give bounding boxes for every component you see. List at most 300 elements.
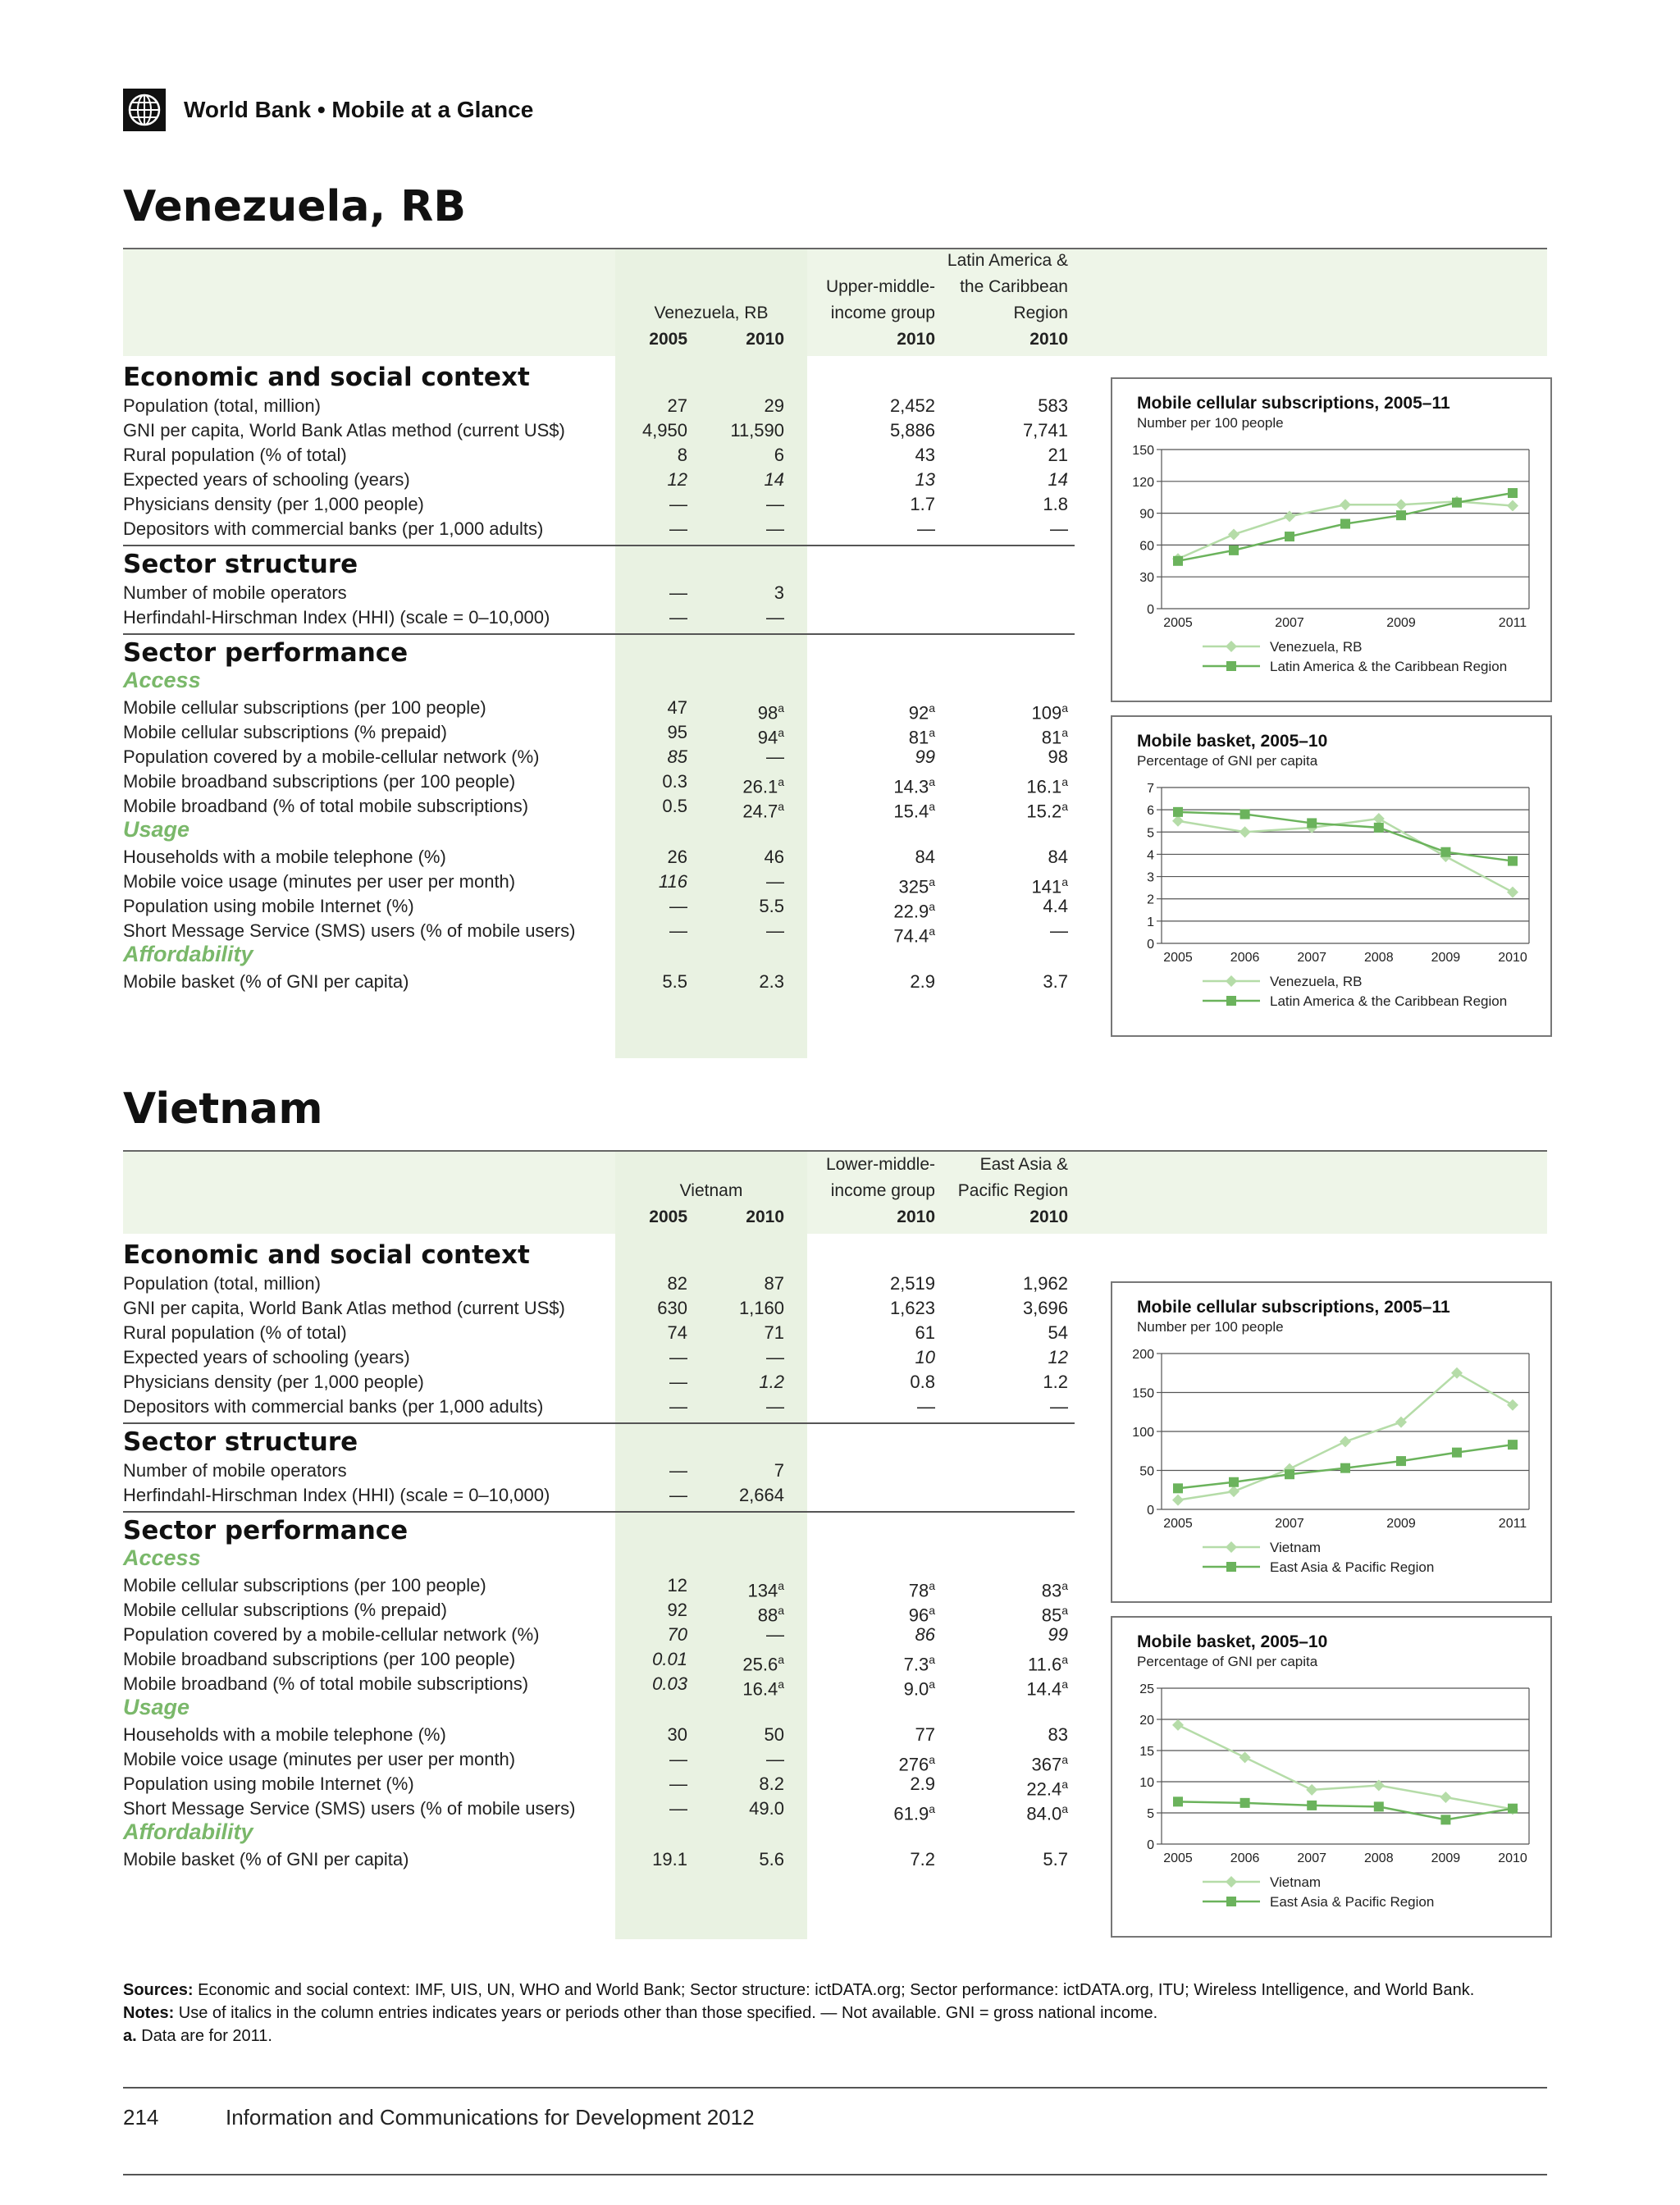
table-row	[123, 845, 1075, 870]
value-cell: 14.4$^a$	[1026, 1678, 1068, 1700]
value-cell: —	[766, 518, 784, 539]
value-cell: 77	[915, 1724, 935, 1745]
value-cell: 3	[774, 582, 784, 603]
footnote-marker: a	[778, 775, 784, 788]
data-point-square	[1307, 818, 1317, 828]
indicator-label: Households with a mobile telephone (%)	[123, 847, 446, 867]
table-row	[123, 1296, 1075, 1321]
footnote-marker: a	[929, 1579, 935, 1592]
data-point-square	[1452, 1448, 1462, 1458]
value-cell: 14	[1048, 469, 1068, 490]
y-tick-label: 0	[1147, 1504, 1154, 1518]
value-cell: —	[669, 1372, 687, 1392]
indicator-label: Mobile basket (% of GNI per capita)	[123, 971, 409, 992]
value-cell: 88$^a$	[757, 1604, 784, 1626]
value-cell: 30	[667, 1724, 687, 1745]
chart-title: Mobile basket, 2005–10	[1137, 732, 1328, 751]
indicator-label: Population covered by a mobile-cellular network (%)	[123, 1624, 540, 1645]
indicator-label: Number of mobile operators	[123, 1460, 347, 1481]
data-point-square	[1508, 1440, 1518, 1449]
footnote-marker: a	[778, 1579, 784, 1592]
x-tick-label: 2009	[1431, 951, 1461, 965]
indicator-label: Physicians density (per 1,000 people)	[123, 1372, 424, 1392]
value-cell: 43	[915, 445, 935, 465]
value-cell: 22.9$^a$	[893, 900, 935, 922]
value-cell: —	[669, 1396, 687, 1417]
value-cell: —	[669, 582, 687, 603]
indicator-label: Population using mobile Internet (%)	[123, 1774, 414, 1794]
indicator-label: Mobile broadband (% of total mobile subscriptions)	[123, 1673, 529, 1694]
footnote-marker: a	[929, 1753, 935, 1766]
data-point-square	[1374, 1801, 1384, 1811]
value-cell: 1,160	[738, 1298, 784, 1318]
series-line	[1178, 1801, 1513, 1819]
value-cell: 134$^a$	[747, 1579, 784, 1601]
chart-subtitle: Number per 100 people	[1137, 415, 1284, 431]
value-cell: —	[669, 494, 687, 514]
x-tick-label: 2007	[1297, 951, 1326, 965]
section-title: Economic and social context	[123, 363, 530, 392]
value-cell: —	[766, 494, 784, 514]
x-tick-label: 2006	[1230, 951, 1260, 965]
indicator-label: Herfindahl-Hirschman Index (HHI) (scale = 0–10,000)	[123, 1485, 550, 1505]
income-group-header-label: Upper-middle-	[825, 277, 935, 296]
value-cell: 1,623	[889, 1298, 935, 1318]
table-row	[123, 745, 1075, 769]
data-point-diamond	[1395, 499, 1407, 510]
income-group-header-year: 2010	[897, 330, 935, 349]
indicator-label: Households with a mobile telephone (%)	[123, 1724, 446, 1745]
value-cell: 3.7	[1043, 971, 1068, 992]
x-tick-label: 2005	[1163, 616, 1193, 630]
value-cell: 99	[915, 746, 935, 767]
value-cell: 1,962	[1022, 1273, 1068, 1294]
table-row	[123, 1672, 1075, 1700]
value-cell: 583	[1038, 395, 1068, 416]
indicator-label: Population (total, million)	[123, 395, 321, 416]
value-cell: 5.6	[759, 1849, 784, 1869]
section-title: Sector performance	[123, 638, 409, 668]
value-cell: 96$^a$	[908, 1604, 935, 1626]
value-cell: 1.2	[759, 1372, 784, 1392]
value-cell: 2,452	[889, 395, 935, 416]
footnote-marker: a	[1061, 701, 1068, 714]
value-cell: —	[669, 1749, 687, 1769]
table-row	[123, 870, 1075, 897]
legend-marker-diamond	[1226, 1876, 1237, 1888]
footnote-marker: a	[929, 800, 935, 813]
table-row	[123, 894, 1075, 922]
data-point-square	[1440, 1815, 1450, 1824]
region-header-label: the Caribbean	[960, 277, 1068, 296]
value-cell: 0.01	[652, 1649, 687, 1669]
value-cell: 6	[774, 445, 784, 465]
y-tick-label: 0	[1147, 603, 1154, 617]
value-cell: 0.5	[662, 796, 687, 816]
year-header-2010: 2010	[746, 1208, 784, 1226]
footnote-marker: a	[1061, 875, 1068, 888]
country-title: Venezuela, RB	[123, 182, 466, 231]
y-tick-label: 5	[1147, 826, 1154, 841]
value-cell: —	[766, 1347, 784, 1367]
x-tick-label: 2007	[1275, 1517, 1304, 1531]
legend-marker-diamond	[1226, 641, 1237, 652]
value-cell: 11.6$^a$	[1028, 1653, 1068, 1675]
footnote-marker: a	[1061, 1653, 1068, 1666]
data-point-diamond	[1284, 510, 1295, 522]
data-point-square	[1396, 1456, 1406, 1466]
data-point-square	[1508, 488, 1518, 498]
value-cell: 84.0$^a$	[1026, 1802, 1068, 1824]
table-row	[123, 1345, 1075, 1370]
value-cell: 4.4	[1043, 896, 1068, 916]
data-point-square	[1440, 847, 1450, 857]
data-point-square	[1173, 1483, 1183, 1493]
value-cell: 2.3	[759, 971, 784, 992]
value-cell: 74.4$^a$	[893, 924, 935, 947]
y-tick-label: 3	[1147, 870, 1154, 885]
x-tick-label: 2005	[1163, 1851, 1193, 1865]
value-cell: 54	[1048, 1322, 1068, 1343]
y-tick-label: 7	[1147, 782, 1154, 796]
legend-label: Vietnam	[1270, 1540, 1322, 1555]
region-header-label: Region	[1013, 304, 1068, 322]
legend-label: Venezuela, RB	[1270, 639, 1363, 655]
value-cell: 116	[658, 871, 687, 892]
indicator-label: Short Message Service (SMS) users (% of mobile users)	[123, 1798, 576, 1819]
indicator-label: Depositors with commercial banks (per 1,000 adults)	[123, 518, 544, 539]
value-cell: 85	[667, 746, 687, 767]
year-header-2005: 2005	[649, 1208, 687, 1226]
y-tick-label: 30	[1139, 571, 1154, 586]
value-cell: 13	[915, 469, 935, 490]
data-point-square	[1340, 1463, 1350, 1473]
table-row	[123, 1847, 1075, 1872]
value-cell: —	[669, 1460, 687, 1481]
table-row	[123, 1598, 1075, 1626]
table-row	[123, 1573, 1075, 1601]
footnote-marker: a	[929, 1802, 935, 1815]
value-cell: 26	[667, 847, 687, 867]
value-cell: 3,696	[1022, 1298, 1068, 1318]
footnote-marker: a	[1061, 1678, 1068, 1691]
footnote-marker: a	[1061, 1802, 1068, 1815]
section-divider	[123, 545, 1075, 546]
table-row	[123, 720, 1075, 748]
data-point-diamond	[1507, 887, 1518, 898]
region-header-year: 2010	[1029, 1208, 1068, 1226]
value-cell: 84	[1048, 847, 1068, 867]
x-tick-label: 2011	[1498, 1517, 1527, 1531]
value-cell: 50	[764, 1724, 784, 1745]
value-cell: 81$^a$	[908, 726, 935, 748]
indicator-label: Expected years of schooling (years)	[123, 1347, 410, 1367]
header-title: World Bank • Mobile at a Glance	[184, 97, 534, 122]
data-point-square	[1285, 1469, 1294, 1479]
series-line	[1178, 812, 1513, 861]
section-title: Economic and social context	[123, 1240, 530, 1270]
footnote-marker: a	[1061, 1753, 1068, 1766]
table-row	[123, 443, 1075, 468]
table-row	[123, 970, 1075, 994]
data-point-diamond	[1239, 1751, 1251, 1763]
value-cell: 74	[667, 1322, 687, 1343]
indicator-label: Population using mobile Internet (%)	[123, 896, 414, 916]
value-cell: 2,519	[889, 1273, 935, 1294]
x-tick-label: 2008	[1364, 1851, 1394, 1865]
data-point-diamond	[1172, 1719, 1184, 1731]
indicator-label: Rural population (% of total)	[123, 445, 347, 465]
y-tick-label: 1	[1147, 915, 1154, 929]
income-group-header-label: income group	[830, 304, 935, 322]
region-header-label: Latin America &	[947, 251, 1068, 270]
value-cell: —	[917, 518, 935, 539]
income-group-header-label: Lower-middle-	[825, 1155, 935, 1174]
data-point-square	[1240, 1798, 1250, 1808]
data-point-square	[1452, 498, 1462, 508]
legend-marker-square	[1226, 661, 1236, 671]
subsection-title: Usage	[123, 1695, 190, 1719]
value-cell: 8	[677, 445, 687, 465]
value-cell: —	[766, 746, 784, 767]
page-footer	[123, 2105, 755, 2130]
chart-canvas	[1112, 379, 1554, 704]
value-cell: 11,590	[730, 420, 784, 441]
indicator-label: Rural population (% of total)	[123, 1322, 347, 1343]
section-divider	[123, 1422, 1075, 1424]
value-cell: 5.7	[1043, 1849, 1068, 1869]
value-cell: —	[669, 920, 687, 941]
country-column-highlight	[615, 1152, 807, 1939]
region-header-year: 2010	[1029, 330, 1068, 349]
chart-mobile-subscriptions	[1111, 377, 1552, 702]
footnote-marker: a	[1061, 1604, 1068, 1617]
page-header	[123, 89, 533, 131]
value-cell: 2.9	[910, 1774, 935, 1794]
x-tick-label: 2009	[1386, 616, 1416, 630]
data-point-diamond	[1228, 1486, 1239, 1497]
value-cell: 7.3$^a$	[903, 1653, 935, 1675]
y-tick-label: 6	[1147, 804, 1154, 819]
table-row	[123, 769, 1075, 797]
footnote-marker: a	[929, 1678, 935, 1691]
legend-label: East Asia & Pacific Region	[1270, 1894, 1435, 1910]
value-cell: 47	[667, 697, 687, 718]
value-cell: 14	[764, 469, 784, 490]
value-cell: 141$^a$	[1031, 875, 1068, 897]
x-tick-label: 2009	[1431, 1851, 1461, 1865]
indicator-label: Mobile broadband (% of total mobile subscriptions)	[123, 796, 529, 816]
data-point-square	[1229, 1477, 1239, 1487]
data-point-square	[1173, 556, 1183, 566]
table-row	[123, 1747, 1075, 1775]
value-cell: 19.1	[652, 1849, 687, 1869]
x-tick-label: 2008	[1364, 951, 1394, 965]
region-header-label: East Asia &	[979, 1155, 1068, 1174]
chart-subtitle: Percentage of GNI per capita	[1137, 753, 1318, 769]
footnote-marker: a	[778, 701, 784, 714]
data-point-square	[1374, 823, 1384, 833]
value-cell: —	[669, 518, 687, 539]
value-cell: 0.8	[910, 1372, 935, 1392]
y-tick-label: 120	[1132, 475, 1154, 490]
y-tick-label: 2	[1147, 892, 1154, 907]
section-divider	[123, 1511, 1075, 1513]
chart-mobile-subscriptions	[1111, 1281, 1552, 1603]
x-tick-label: 2010	[1498, 951, 1527, 965]
table-row	[123, 418, 1075, 443]
value-cell: 12	[667, 469, 687, 490]
table-row	[123, 794, 1075, 822]
value-cell: 25.6$^a$	[742, 1653, 784, 1675]
value-cell: 7	[774, 1460, 784, 1481]
data-point-square	[1285, 532, 1294, 541]
data-point-square	[1240, 810, 1250, 819]
year-header-2005: 2005	[649, 330, 687, 349]
indicator-label: Mobile voice usage (minutes per user per month)	[123, 1749, 516, 1769]
legend-label: Vietnam	[1270, 1874, 1322, 1890]
chart-title: Mobile cellular subscriptions, 2005–11	[1137, 1298, 1450, 1317]
legend-marker-square	[1226, 996, 1236, 1006]
footnote-marker: a	[778, 1678, 784, 1691]
indicator-label: Mobile voice usage (minutes per user per month)	[123, 871, 516, 892]
value-cell: 71	[764, 1322, 784, 1343]
value-cell: —	[1050, 518, 1068, 539]
table-row	[123, 696, 1075, 724]
data-point-square	[1307, 1801, 1317, 1810]
value-cell: 61.9$^a$	[893, 1802, 935, 1824]
value-cell: —	[669, 1347, 687, 1367]
value-cell: 82	[667, 1273, 687, 1294]
footnote-marker: a	[929, 875, 935, 888]
indicator-label: GNI per capita, World Bank Atlas method (current US$)	[123, 420, 565, 441]
x-tick-label: 2005	[1163, 951, 1193, 965]
value-cell: 98	[1048, 746, 1068, 767]
publication-title: Information and Communications for Development 2012	[226, 2105, 755, 2130]
indicator-label: Expected years of schooling (years)	[123, 469, 410, 490]
value-cell: 94$^a$	[757, 726, 784, 748]
value-cell: —	[669, 896, 687, 916]
y-tick-label: 20	[1139, 1714, 1154, 1728]
value-cell: 83	[1048, 1724, 1068, 1745]
value-cell: 27	[667, 395, 687, 416]
value-cell: 24.7$^a$	[742, 800, 784, 822]
table-row	[123, 468, 1075, 492]
table-row	[123, 605, 1075, 630]
footnote-marker: a	[1061, 726, 1068, 739]
table-row	[123, 492, 1075, 517]
value-cell: 46	[764, 847, 784, 867]
value-cell: —	[766, 607, 784, 628]
indicator-label: Mobile basket (% of GNI per capita)	[123, 1849, 409, 1869]
indicator-label: Mobile broadband subscriptions (per 100 people)	[123, 771, 516, 792]
data-point-diamond	[1228, 528, 1239, 540]
value-cell: 98$^a$	[757, 701, 784, 724]
subsection-title: Affordability	[123, 942, 253, 966]
chart-title: Mobile basket, 2005–10	[1137, 1632, 1328, 1651]
value-cell: —	[669, 1798, 687, 1819]
table-row	[123, 1483, 1075, 1508]
table-row	[123, 1647, 1075, 1675]
value-cell: 325$^a$	[898, 875, 935, 897]
data-point-square	[1229, 546, 1239, 555]
year-header-2010: 2010	[746, 330, 784, 349]
value-cell: 1.2	[1043, 1372, 1068, 1392]
data-point-diamond	[1340, 1436, 1351, 1447]
indicator-label: Depositors with commercial banks (per 1,000 adults)	[123, 1396, 544, 1417]
indicator-label: Number of mobile operators	[123, 582, 347, 603]
sources-note: Sources: Economic and social context: IMF, UIS, UN, WHO and World Bank; Sector structure: ictDATA.org; Sector performance: ictDATA.org, ITU; Wireless Intelligence, and World Bank.	[123, 1981, 1475, 1999]
value-cell: 26.1$^a$	[742, 775, 784, 797]
table-row	[123, 394, 1075, 418]
legend-label: Latin America & the Caribbean Region	[1270, 659, 1508, 674]
data-point-square	[1173, 807, 1183, 817]
table-row	[123, 517, 1075, 541]
value-cell: 16.1$^a$	[1026, 775, 1068, 797]
y-tick-label: 100	[1132, 1426, 1154, 1440]
indicator-label: Physicians density (per 1,000 people)	[123, 494, 424, 514]
value-cell: 92$^a$	[908, 701, 935, 724]
subsection-title: Usage	[123, 817, 190, 842]
page-number: 214	[123, 2105, 159, 2130]
value-cell: 49.0	[749, 1798, 784, 1819]
footnote-marker: a	[778, 1604, 784, 1617]
notes-note: Notes: Use of italics in the column entries indicates years or periods other than those specified. — Not available. GNI = gross national income.	[123, 2004, 1158, 2022]
value-cell: 1.8	[1043, 494, 1068, 514]
value-cell: 16.4$^a$	[742, 1678, 784, 1700]
indicator-label: Mobile broadband subscriptions (per 100 people)	[123, 1649, 516, 1669]
section-title: Sector performance	[123, 1516, 409, 1545]
table-row	[123, 1623, 1075, 1647]
table-row	[123, 919, 1075, 947]
value-cell: —	[766, 871, 784, 892]
value-cell: 276$^a$	[898, 1753, 935, 1775]
footnote-marker: a	[778, 1653, 784, 1666]
y-tick-label: 150	[1132, 1386, 1154, 1401]
chart-mobile-basket	[1111, 715, 1552, 1037]
value-cell: 12	[1048, 1347, 1068, 1367]
indicator-label: Short Message Service (SMS) users (% of mobile users)	[123, 920, 576, 941]
chart-subtitle: Number per 100 people	[1137, 1319, 1284, 1335]
value-cell: 15.2$^a$	[1026, 800, 1068, 822]
data-point-diamond	[1507, 1399, 1518, 1411]
legend-label: East Asia & Pacific Region	[1270, 1559, 1435, 1575]
section-title: Sector structure	[123, 1427, 358, 1457]
indicator-label: Population (total, million)	[123, 1273, 321, 1294]
legend-label: Latin America & the Caribbean Region	[1270, 993, 1508, 1009]
y-tick-label: 200	[1132, 1348, 1154, 1362]
chart-mobile-basket	[1111, 1616, 1552, 1938]
y-tick-label: 15	[1139, 1745, 1154, 1759]
value-cell: 5,886	[889, 420, 935, 441]
value-cell: 14.3$^a$	[893, 775, 935, 797]
x-tick-label: 2010	[1498, 1851, 1527, 1865]
section-title: Sector structure	[123, 550, 358, 579]
footnote-marker: a	[778, 726, 784, 739]
footnote-marker: a	[929, 1604, 935, 1617]
data-point-square	[1340, 519, 1350, 529]
value-cell: 2,664	[738, 1485, 784, 1505]
value-cell: 10	[915, 1347, 935, 1367]
footer-rule	[123, 2087, 1547, 2089]
value-cell: —	[766, 1749, 784, 1769]
series-line	[1178, 819, 1513, 892]
indicator-label: GNI per capita, World Bank Atlas method (current US$)	[123, 1298, 565, 1318]
value-cell: —	[1050, 920, 1068, 941]
legend-marker-diamond	[1226, 1541, 1237, 1553]
income-group-header-year: 2010	[897, 1208, 935, 1226]
value-cell: —	[766, 920, 784, 941]
